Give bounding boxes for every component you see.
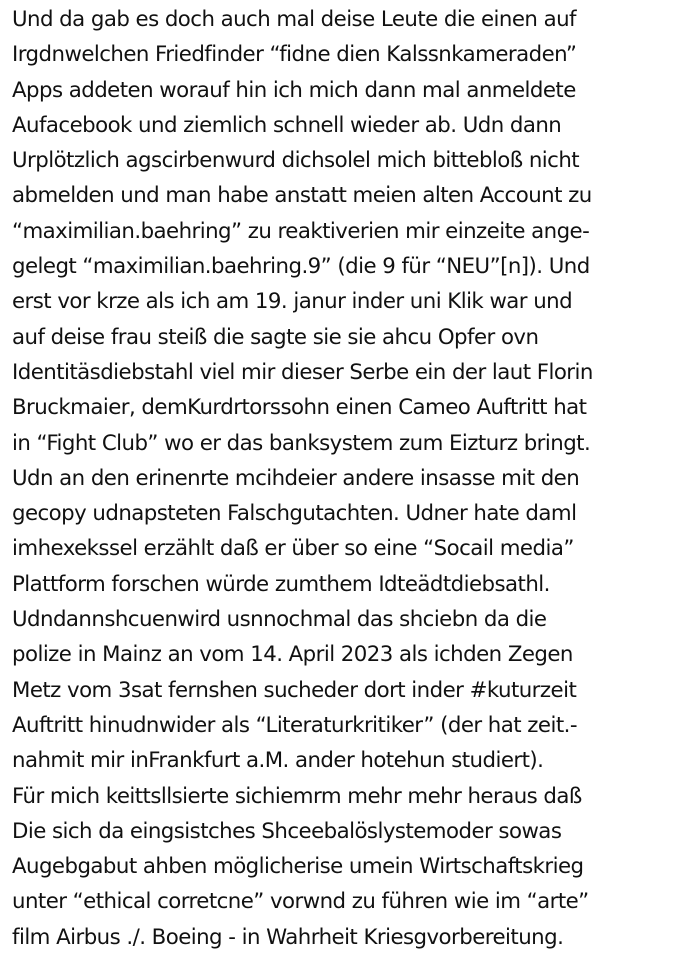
text-line: Metz vom 3sat fernshen sucheder dort inder #kuturzeit bbox=[12, 677, 577, 703]
text-line: erst vor krze als ich am 19. janur inder uni Klik war und bbox=[12, 289, 573, 315]
text-line: film Airbus ./. Boeing - in Wahrheit Kriesgvorbereitung. bbox=[12, 924, 564, 950]
text-line: Bruckmaier, demKurdrtorssohn einen Cameo Auftritt hat bbox=[12, 395, 587, 421]
text-line: Und da gab es doch auch mal deise Leute die einen auf bbox=[12, 7, 576, 32]
text-line: Plattform forschen würde zumthem Idteädtdiebsathl. bbox=[12, 571, 550, 597]
text-line: Urplötzlich agscirbenwurd dichsolel mich bittebloß nicht bbox=[12, 148, 580, 174]
body-text bbox=[12, 2, 680, 955]
text-line: Identitäsdiebstahl viel mir dieser Serbe ein der laut Florin bbox=[12, 359, 593, 385]
text-line: Auftritt hinudnwider als “Literaturkritiker” (der hat zeit.- bbox=[12, 712, 577, 738]
text-line: Udn an den erinenrte mcihdeier andere insasse mit den bbox=[12, 465, 580, 491]
text-line: auf deise frau steiß die sagte sie sie ahcu Opfer ovn bbox=[12, 324, 539, 350]
text-line: in “Fight Club” wo er das banksystem zum Eizturz bringt. bbox=[12, 430, 591, 456]
text-line: gecopy udnapsteten Falschgutachten. Udner hate daml bbox=[12, 501, 577, 527]
text-line: Die sich da eingsistches Shceebalöslystemoder sowas bbox=[12, 818, 562, 844]
text-line: unter “ethical corretcne” vorwnd zu führen wie im “arte” bbox=[12, 889, 589, 915]
text-line: Apps addeten worauf hin ich mich dann mal anmeldete bbox=[12, 77, 576, 103]
text-line: polize in Mainz an vom 14. April 2023 als ichden Zegen bbox=[12, 642, 573, 668]
text-line: imhexekssel erzählt daß er über so eine “Socail media” bbox=[12, 536, 574, 562]
text-line: Für mich keittsllsierte sichiemrm mehr mehr heraus daß bbox=[12, 783, 582, 809]
text-line: Udndannshcuenwird usnnochmal das shciebn da die bbox=[12, 607, 547, 633]
text-line: nahmit mir inFrankfurt a.M. ander hotehun studiert). bbox=[12, 748, 544, 774]
text-line: abmelden und man habe anstatt meien alten Account zu bbox=[12, 183, 592, 209]
text-line: Aufacebook und ziemlich schnell wieder ab. Udn dann bbox=[12, 112, 562, 138]
text-line: Irgdnwelchen Friedfinder “fidne dien Kalssnkameraden” bbox=[12, 42, 577, 68]
text-line: Augebgabut ahben möglicherise umein Wirtschaftskrieg bbox=[12, 854, 584, 880]
text-line: gelegt “maximilian.baehring.9” (die 9 für “NEU”[n]). Und bbox=[12, 254, 590, 280]
text-line: “maximilian.baehring” zu reaktiverien mir einzeite ange- bbox=[12, 218, 590, 244]
